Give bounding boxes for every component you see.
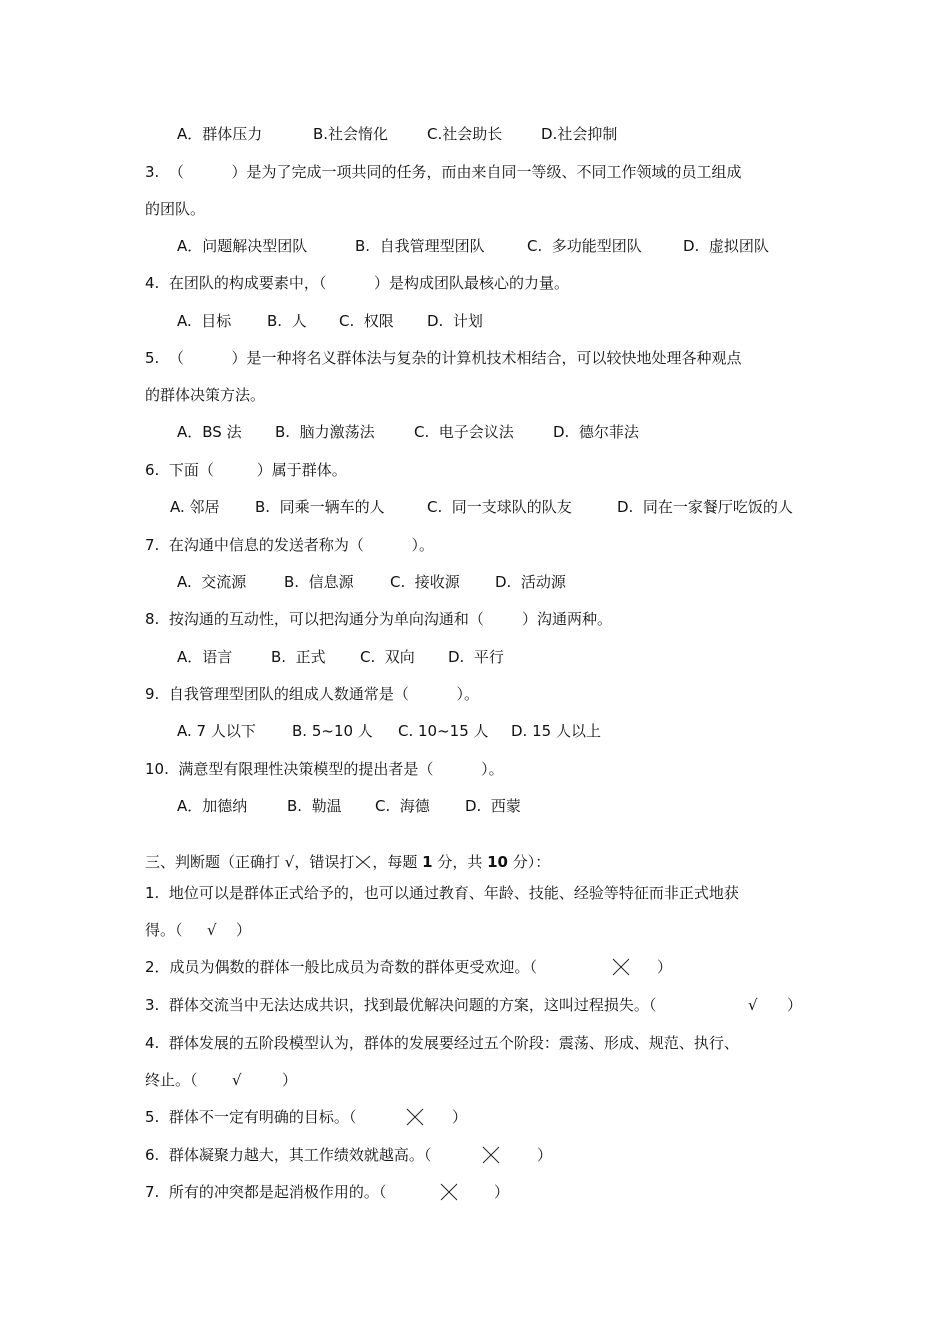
q4-option-a: A. 目标 — [177, 312, 232, 330]
q9-option-a: A. 7 人以下 — [177, 722, 256, 740]
cross-mark-icon — [482, 1146, 500, 1164]
q4-option-c: C. 权限 — [339, 312, 394, 330]
q6-option-c: C. 同一支球队的队友 — [427, 498, 572, 516]
q6-option-b: B. 同乘一辆车的人 — [255, 498, 385, 516]
q4-stem: 4. 在团队的构成要素中，（ ）是构成团队最核心的力量。 — [145, 274, 570, 292]
judge4-close: ） — [282, 1071, 298, 1089]
q5-stem-line1: 5. （ ）是一种将名义群体法与复杂的计算机技术相结合，可以较快地处理各种观点 — [145, 349, 742, 367]
q7-option-b: B. 信息源 — [284, 573, 354, 591]
q8-option-b: B. 正式 — [271, 648, 326, 666]
q7-stem: 7. 在沟通中信息的发送者称为（ ）。 — [145, 536, 435, 554]
judge2-close: ） — [657, 958, 673, 976]
cross-mark-icon — [440, 1183, 458, 1201]
q8-stem: 8. 按沟通的互动性，可以把沟通分为单向沟通和（ ）沟通两种。 — [145, 610, 612, 628]
cross-mark-icon — [354, 854, 372, 868]
judge1-line2: 得。（ — [145, 921, 183, 939]
judge4-line1: 4. 群体发展的五阶段模型认为，群体的发展要经过五个阶段：震荡、形成、规范、执行、 — [145, 1034, 739, 1052]
q3-option-d: D. 虚拟团队 — [683, 237, 769, 255]
judge3-line1: 3. 群体交流当中无法达成共识，找到最优解决问题的方案，这叫过程损失。（ — [145, 996, 657, 1014]
q3-stem-line1: 3. （ ）是为了完成一项共同的任务，而由来自同一等级、不同工作领域的员工组成 — [145, 163, 742, 181]
q2-option-c: C.社会助长 — [427, 125, 503, 143]
q4-option-b: B. 人 — [267, 312, 307, 330]
q8-option-d: D. 平行 — [448, 648, 504, 666]
q10-option-d: D. 西蒙 — [465, 797, 521, 815]
q4-option-d: D. 计划 — [427, 312, 483, 330]
q2-option-a: A．群体压力 — [177, 125, 263, 143]
judge5-close: ） — [452, 1108, 468, 1126]
q10-option-a: A．加德纳 — [177, 797, 248, 815]
q9-stem: 9. 自我管理型团队的组成人数通常是（ ）。 — [145, 685, 480, 703]
judge6-close: ） — [537, 1146, 553, 1164]
judge1-line1: 1. 地位可以是群体正式给予的，也可以通过教育、年龄、技能、经验等特征而非正式地获 — [145, 884, 739, 902]
judge1-close: ） — [236, 921, 252, 939]
q10-option-c: C. 海德 — [375, 797, 430, 815]
q7-option-d: D. 活动源 — [495, 573, 566, 591]
cross-mark-icon — [612, 958, 630, 976]
q5-option-a: A．BS 法 — [177, 423, 242, 441]
q7-option-a: A. 交流源 — [177, 573, 247, 591]
judge5-answer — [406, 1108, 424, 1126]
q8-option-c: C. 双向 — [360, 648, 415, 666]
section3-heading: 三、判断题（正确打 √，错误打 ，每题 1 分，共 10 分）： — [145, 853, 551, 871]
q2-option-b: B.社会惰化 — [313, 125, 389, 143]
q6-option-a: A. 邻居 — [170, 498, 220, 516]
q5-option-c: C. 电子会议法 — [414, 423, 514, 441]
judge4-line2: 终止。（ — [145, 1071, 198, 1089]
q9-option-b: B. 5~10 人 — [292, 722, 373, 740]
judge6-line1: 6. 群体凝聚力越大，其工作绩效就越高。（ — [145, 1146, 432, 1164]
judge1-answer: √ — [207, 921, 217, 939]
q5-option-d: D. 德尔菲法 — [553, 423, 639, 441]
q6-option-d: D. 同在一家餐厅吃饭的人 — [617, 498, 793, 516]
cross-mark-icon — [406, 1108, 424, 1126]
judge2-line1: 2．成员为偶数的群体一般比成员为奇数的群体更受欢迎。（ — [145, 958, 538, 976]
q3-option-c: C. 多功能型团队 — [527, 237, 642, 255]
judge6-answer — [482, 1146, 500, 1164]
q10-stem: 10. 满意型有限理性决策模型的提出者是（ ）。 — [145, 760, 504, 778]
judge7-line1: 7. 所有的冲突都是起消极作用的。（ — [145, 1183, 387, 1201]
q5-stem-line2: 的群体决策方法。 — [145, 386, 266, 404]
judge7-answer — [440, 1183, 458, 1201]
judge5-line1: 5. 群体不一定有明确的目标。（ — [145, 1108, 357, 1126]
q3-option-b: B. 自我管理型团队 — [355, 237, 485, 255]
judge7-close: ） — [494, 1183, 510, 1201]
q2-option-d: D.社会抑制 — [541, 125, 618, 143]
judge3-close: ） — [787, 996, 803, 1014]
judge2-answer — [612, 958, 630, 976]
q9-option-d: D. 15 人以上 — [511, 722, 601, 740]
q3-option-a: A．问题解决型团队 — [177, 237, 308, 255]
q8-option-a: A．语言 — [177, 648, 233, 666]
q3-stem-line2: 的团队。 — [145, 200, 206, 218]
q9-option-c: C. 10~15 人 — [398, 722, 489, 740]
q10-option-b: B. 勒温 — [287, 797, 342, 815]
q7-option-c: C. 接收源 — [390, 573, 460, 591]
judge4-answer: √ — [232, 1071, 242, 1089]
q5-option-b: B. 脑力激荡法 — [275, 423, 375, 441]
q6-stem: 6. 下面（ ）属于群体。 — [145, 461, 347, 479]
judge3-answer: √ — [748, 996, 758, 1014]
